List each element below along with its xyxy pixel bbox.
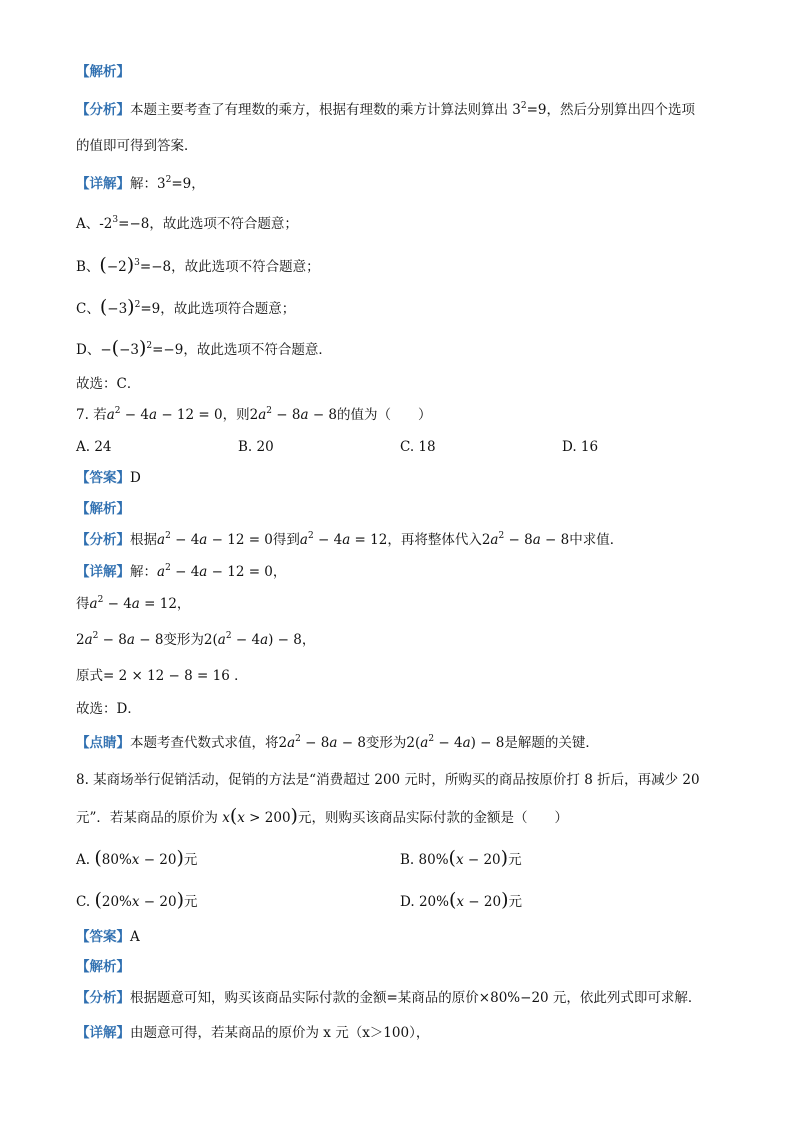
q7-jiexi-heading: 【解析】 [76, 501, 130, 517]
q8-option-d: D. 20%(x − 20)元 [400, 889, 522, 911]
q7-detail-line2: 得$a^2 - 4a = 12$， [76, 595, 191, 612]
q8-analysis: 【分析】根据题意可知，购买该商品实际付款的金额=某商品的原价×80%−20 元，依此列式即可求解． [76, 990, 702, 1006]
q8-answer: 【答案】A [76, 929, 140, 945]
q7-analysis: 【分析】根据$a^2 - 4a - 12 = 0$得到$a^2 - 4a = 12$，再将整体代入$2a^2 - 8a - 8$中求值． [76, 531, 624, 548]
q8-jiexi-heading: 【解析】 [76, 959, 130, 975]
q6-jiexi-heading: 【解析】 [76, 64, 130, 80]
q6-option-c-explain: C、$(-3)^2=9$，故此选项符合题意； [76, 296, 296, 318]
q6-option-d-explain: D、$-(-3)^2=-9$，故此选项不符合题意． [76, 337, 332, 359]
q8-detail: 【详解】由题意可得，若某商品的原价为 x 元（x＞100）， [76, 1025, 430, 1041]
q7-option-a: A. 24 [76, 439, 112, 455]
q8-option-a: A. (80%x − 20)元 [76, 847, 198, 869]
q7-dianjing: 【点睛】本题考查代数式求值，将$2a^2 - 8a - 8$变形为$2(a^2 - 4a) - 8$是解题的关键． [76, 734, 599, 751]
q6-option-a-explain: A、$-2^3=-8$，故此选项不符合题意； [76, 215, 298, 232]
q7-stem: 7. 若$a^2 - 4a - 12 = 0$，则$2a^2 - 8a - 8$的值为（ ） [76, 406, 432, 423]
q6-analysis-line1: 【分析】本题主要考查了有理数的乘方，根据有理数的乘方计算法则算出 $3^2=9$，然后分别算出四个选项 [76, 101, 696, 118]
q8-option-c: C. (20%x − 20)元 [76, 889, 198, 911]
q7-detail-line4: 原式= 2 × 12 − 8 = 16 ． [76, 668, 248, 684]
q7-final-answer: 故选：D． [76, 701, 141, 717]
q7-option-b: B. 20 [238, 439, 274, 455]
q6-xiangjie-tag: 【详解】 [76, 176, 130, 192]
q7-detail-line1: 【详解】解：$a^2 - 4a - 12 = 0$， [76, 563, 287, 580]
q7-option-c: C. 18 [400, 439, 436, 455]
q8-option-b: B. 80%(x − 20)元 [400, 847, 522, 869]
q7-answer: 【答案】D [76, 470, 141, 486]
q6-option-b-explain: B、$(-2)^3=-8$，故此选项不符合题意； [76, 254, 320, 276]
q8-stem-line2: 元”．若某商品的原价为 x(x > 200)元，则购买该商品实际付款的金额是（ ） [76, 805, 568, 827]
q8-stem-line1: 8. 某商场举行促销活动，促销的方法是“消费超过 200 元时，所购买的商品按原价打 8 折后，再减少 20 [76, 772, 700, 788]
q7-detail-line3: $2a^2 - 8a - 8$变形为$2(a^2 - 4a) - 8$， [76, 631, 316, 648]
q6-answer: 故选：C． [76, 376, 141, 392]
q6-detail-line: 【详解】解：$3^2=9$， [76, 175, 205, 192]
q6-fenxi-tag: 【分析】 [76, 102, 130, 118]
q7-option-d: D. 16 [562, 439, 599, 455]
q6-analysis-line2: 的值即可得到答案． [76, 138, 198, 154]
